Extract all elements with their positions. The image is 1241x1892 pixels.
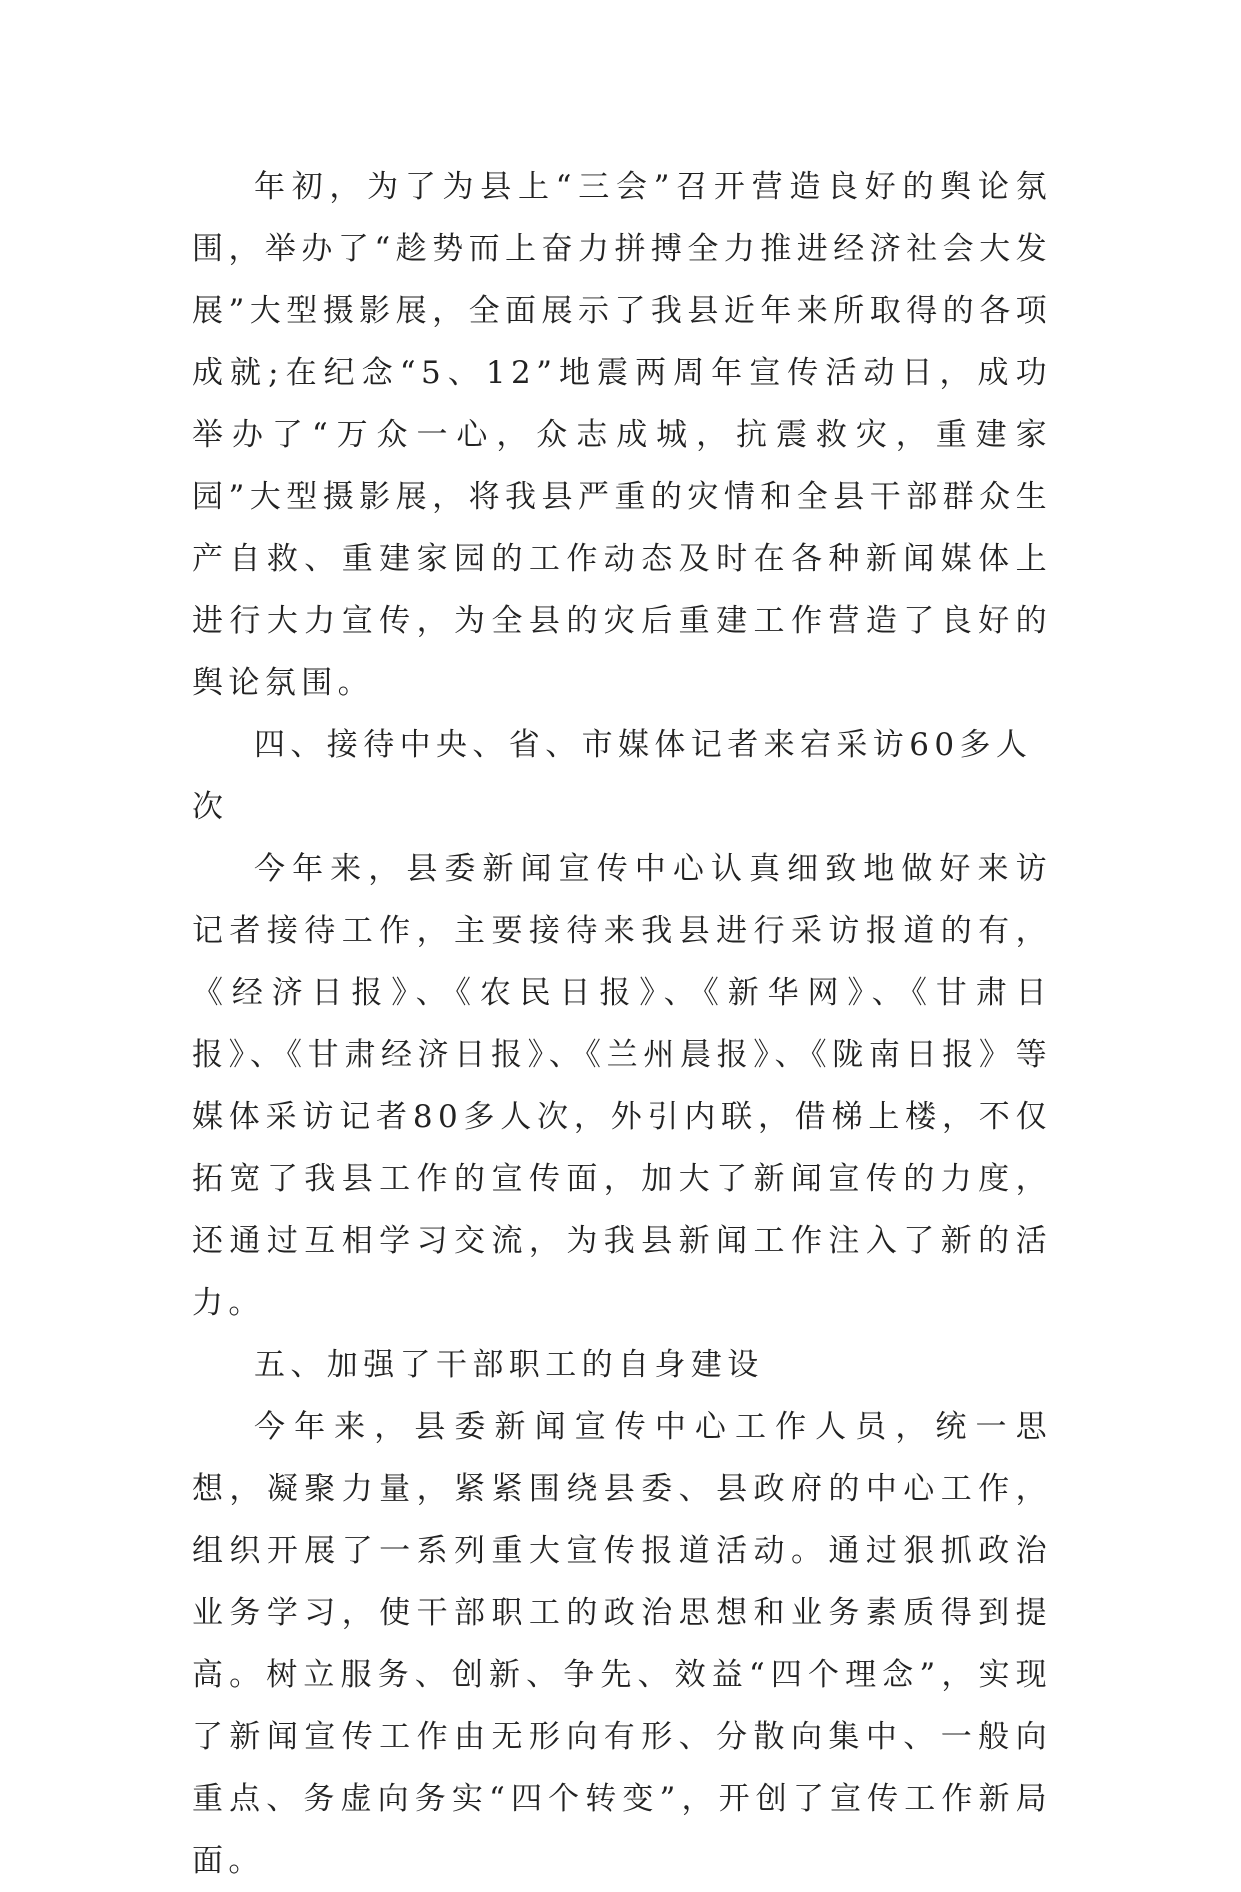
section-heading-four: 四、接待中央、省、市媒体记者来宕采访60多人次 <box>192 727 1033 825</box>
paragraph-journalist-reception: 今年来，县委新闻宣传中心认真细致地做好来访记者接待工作，主要接待来我县进行采访报道的有，《经济日报》、《农民日报》、《新华网》、《甘肃日报》、《甘肃经济日报》、《兰州晨报》、《陇南日报》等媒体采访记者80多人次，外引内联，借梯上楼，不仅拓宽了我县工作的宣传面，加大了新闻宣传的力度，还通过互相学习交流，为我县新闻工作注入了新的活力。 <box>192 851 1052 1321</box>
paragraph-media-events: 年初，为了为县上“三会”召开营造良好的舆论氛围，举办了“趁势而上奋力拼搏全力推进经济社会大发展”大型摄影展，全面展示了我县近年来所取得的各项成就;在纪念“5、12”地震两周年宣传活动日，成功举办了“万众一心，众志成城，抗震救灾，重建家园”大型摄影展，将我县严重的灾情和全县干部群众生产自救、重建家园的工作动态及时在各种新闻媒体上进行大力宣传，为全县的灾后重建工作营造了良好的舆论氛围。 <box>192 169 1052 701</box>
document-body <box>192 156 1052 1892</box>
section-heading-five: 五、加强了干部职工的自身建设 <box>254 1347 764 1383</box>
paragraph-staff-development: 今年来，县委新闻宣传中心工作人员，统一思想，凝聚力量，紧紧围绕县委、县政府的中心工作，组织开展了一系列重大宣传报道活动。通过狠抓政治业务学习，使干部职工的政治思想和业务素质得到提高。树立服务、创新、争先、效益“四个理念”，实现了新闻宣传工作由无形向有形、分散向集中、一般向重点、务虚向务实“四个转变”，开创了宣传工作新局面。 <box>192 1409 1052 1879</box>
